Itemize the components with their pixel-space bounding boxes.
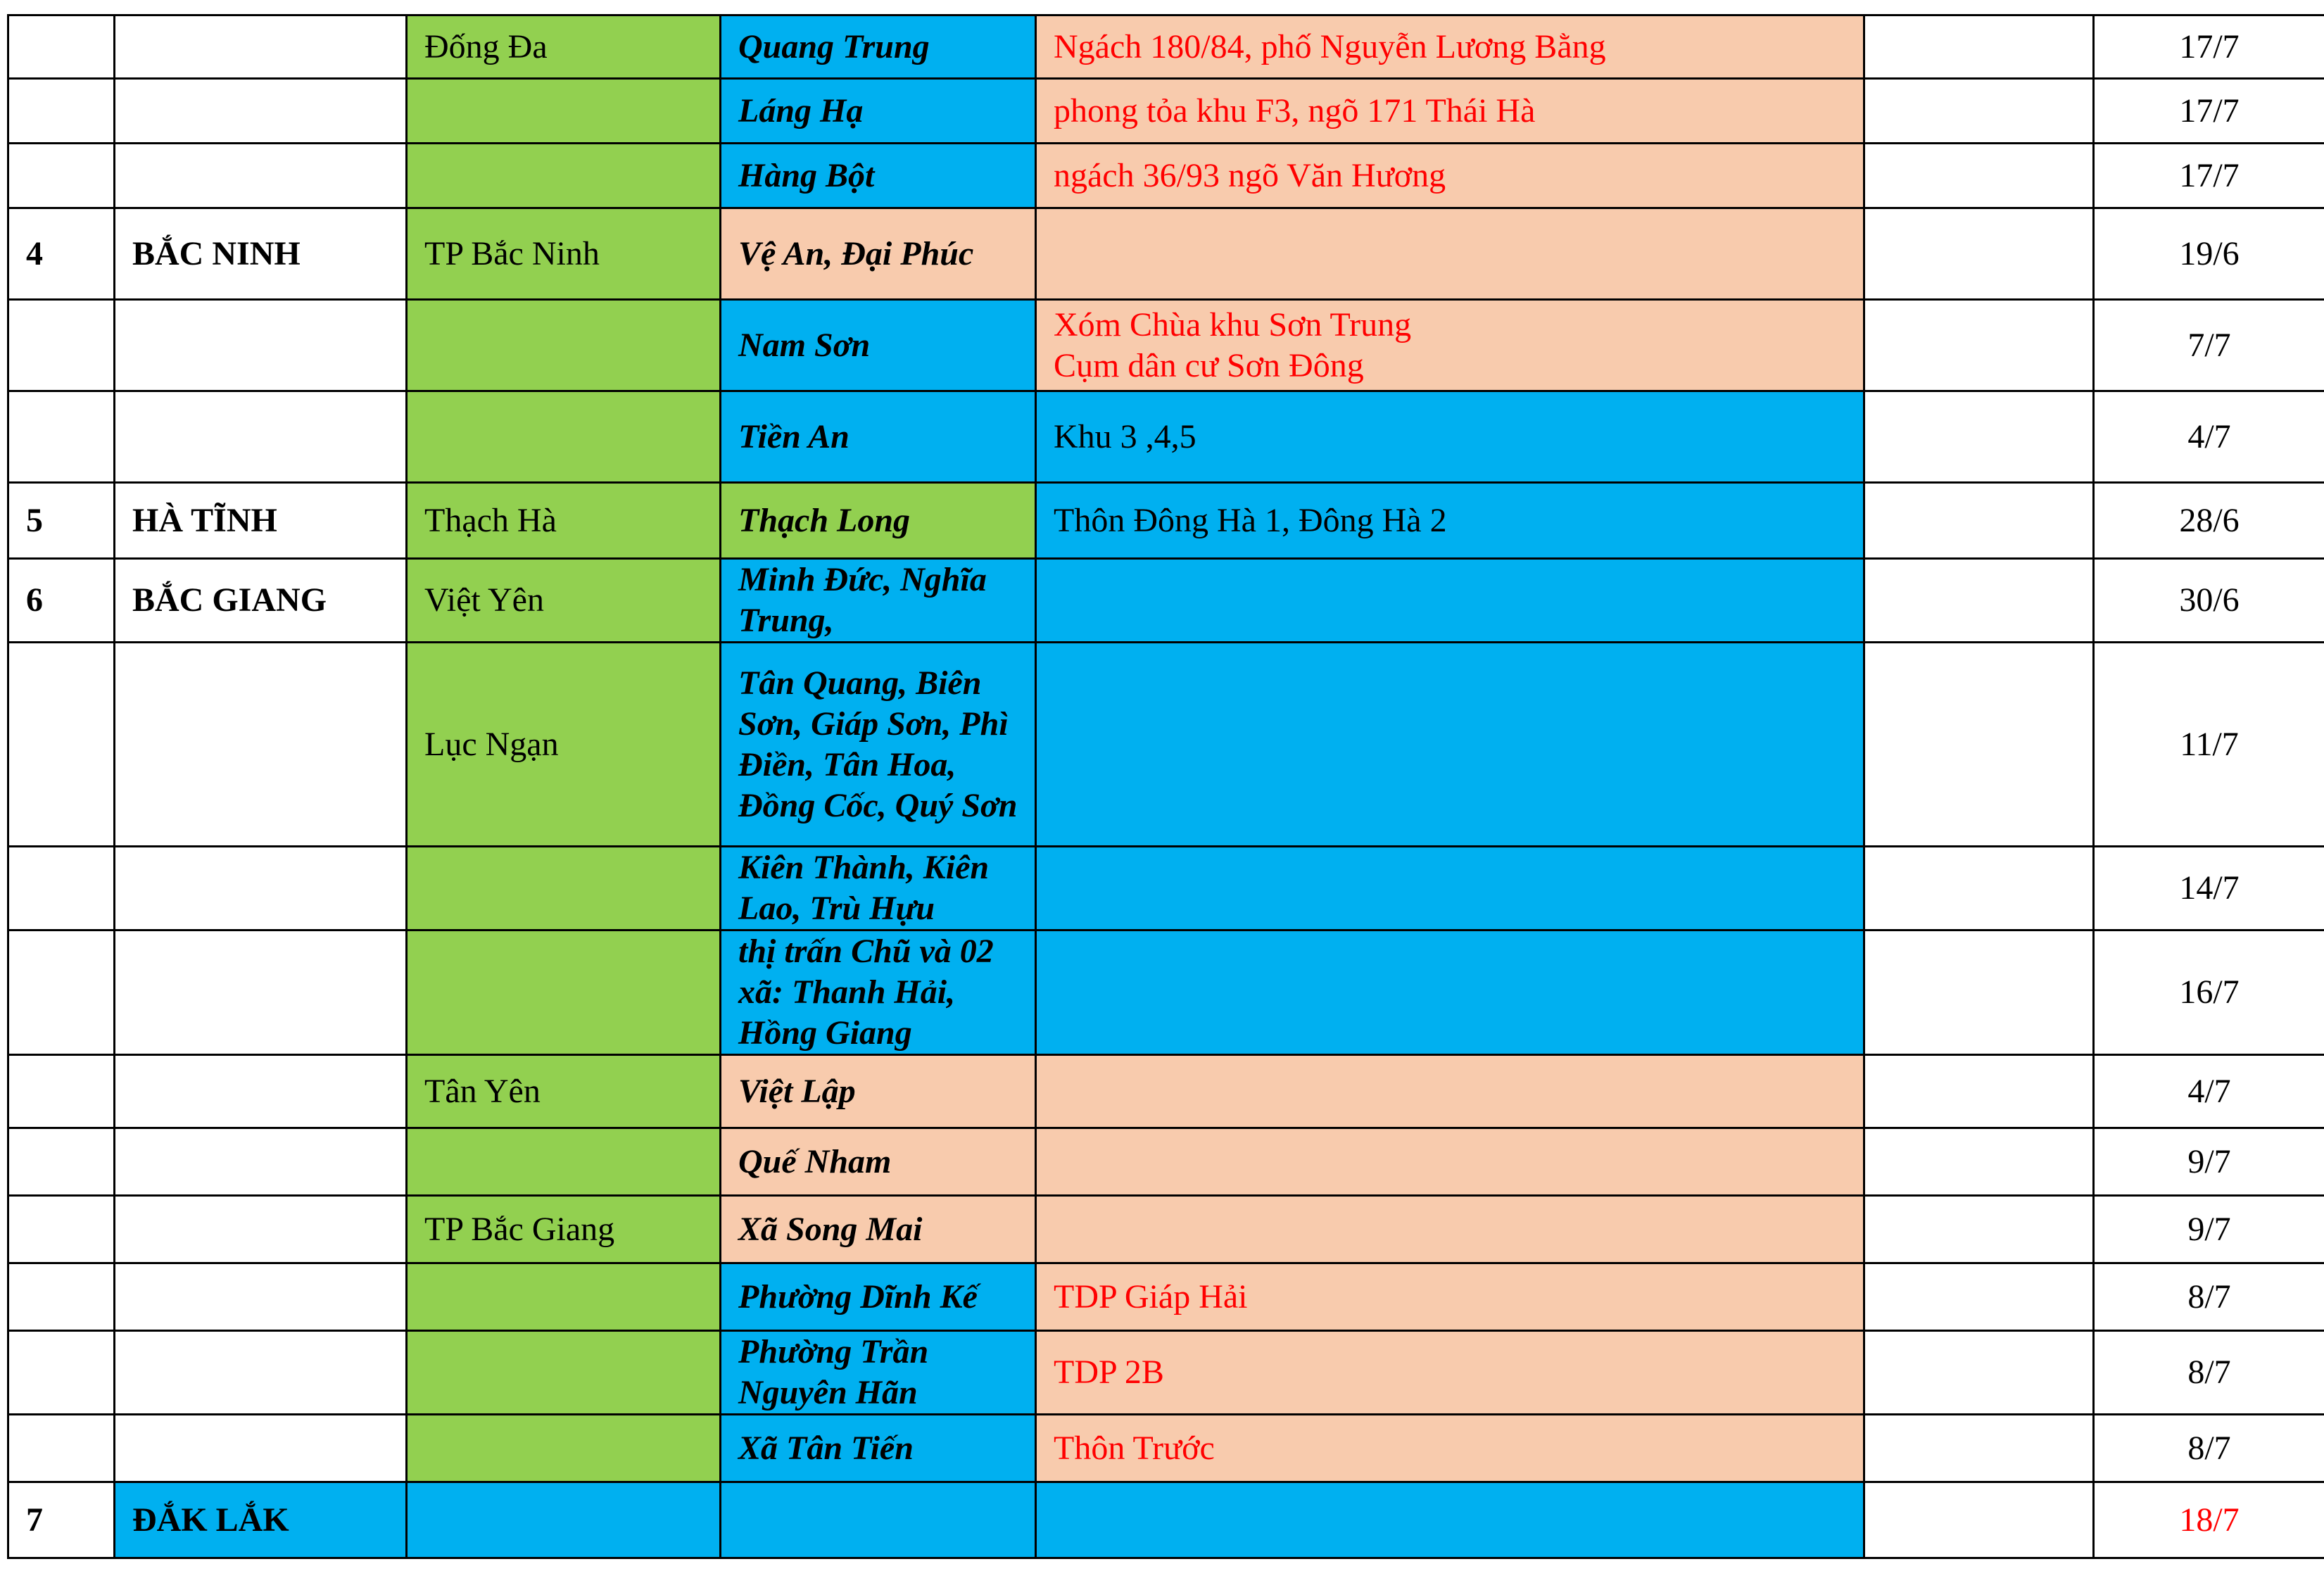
table-row [8, 391, 2324, 483]
row-number-cell [8, 1415, 115, 1482]
table-row [8, 1263, 2324, 1331]
empty-cell [1864, 930, 2094, 1055]
district-cell: TP Bắc Giang [407, 1196, 721, 1263]
empty-cell [1864, 1196, 2094, 1263]
ward-cell: Nam Sơn [721, 300, 1036, 391]
district-cell: Tân Yên [407, 1055, 721, 1128]
detail-cell [1036, 1415, 1864, 1482]
empty-cell [1864, 1482, 2094, 1558]
table-body [8, 15, 2324, 1558]
province-cell: BẮC GIANG [115, 559, 407, 643]
province-cell [115, 300, 407, 391]
date-cell: 4/7 [2094, 1055, 2324, 1128]
province-cell [115, 847, 407, 930]
empty-cell [1864, 1055, 2094, 1128]
date-cell: 8/7 [2094, 1415, 2324, 1482]
row-number-cell [8, 1263, 115, 1331]
ward-cell: Quang Trung [721, 15, 1036, 79]
province-cell: ĐẮK LẮK [115, 1482, 407, 1558]
detail-cell [1036, 15, 1864, 79]
detail-line: Khu 3 ,4,5 [1054, 417, 1196, 455]
row-number-cell: 4 [8, 208, 115, 300]
ward-cell [721, 1482, 1036, 1558]
empty-cell [1864, 1128, 2094, 1196]
province-cell [115, 643, 407, 847]
province-cell [115, 1055, 407, 1128]
detail-cell [1036, 847, 1864, 930]
row-number-cell: 5 [8, 483, 115, 559]
row-number-cell: 7 [8, 1482, 115, 1558]
province-cell: HÀ TĨNH [115, 483, 407, 559]
ward-cell: Xã Tân Tiến [721, 1415, 1036, 1482]
detail-cell [1036, 1263, 1864, 1331]
district-cell [407, 1331, 721, 1415]
district-cell [407, 1415, 721, 1482]
province-cell [115, 930, 407, 1055]
date-cell: 14/7 [2094, 847, 2324, 930]
detail-cell [1036, 559, 1864, 643]
detail-cell [1036, 391, 1864, 483]
ward-cell: Hàng Bột [721, 144, 1036, 208]
detail-cell [1036, 1331, 1864, 1415]
date-cell: 17/7 [2094, 144, 2324, 208]
province-cell [115, 1128, 407, 1196]
detail-cell [1036, 1128, 1864, 1196]
ward-cell: Vệ An, Đại Phúc [721, 208, 1036, 300]
row-number-cell [8, 1055, 115, 1128]
empty-cell [1864, 1415, 2094, 1482]
district-cell: Việt Yên [407, 559, 721, 643]
date-cell: 19/6 [2094, 208, 2324, 300]
district-cell: Đống Đa [407, 15, 721, 79]
ward-cell: Tân Quang, Biên Sơn, Giáp Sơn, Phì Điền, Tân Hoa, Đồng Cốc, Quý Sơn [721, 643, 1036, 847]
detail-cell [1036, 930, 1864, 1055]
row-number-cell [8, 15, 115, 79]
date-cell: 4/7 [2094, 391, 2324, 483]
table-row [8, 847, 2324, 930]
detail-line: TDP 2B [1054, 1354, 1164, 1391]
district-cell: TP Bắc Ninh [407, 208, 721, 300]
province-cell [115, 79, 407, 144]
date-cell: 8/7 [2094, 1331, 2324, 1415]
table-row [8, 643, 2324, 847]
date-cell: 28/6 [2094, 483, 2324, 559]
table-row [8, 15, 2324, 79]
row-number-cell [8, 1196, 115, 1263]
ward-cell: thị trấn Chũ và 02 xã: Thanh Hải, Hồng Giang [721, 930, 1036, 1055]
detail-line: Thôn Trước [1054, 1429, 1215, 1467]
date-cell: 8/7 [2094, 1263, 2324, 1331]
date-cell: 17/7 [2094, 15, 2324, 79]
detail-line: phong tỏa khu F3, ngõ 171 Thái Hà [1054, 92, 1536, 130]
row-number-cell [8, 300, 115, 391]
table-row [8, 208, 2324, 300]
detail-cell [1036, 643, 1864, 847]
detail-cell [1036, 1055, 1864, 1128]
date-cell: 16/7 [2094, 930, 2324, 1055]
province-cell [115, 15, 407, 79]
row-number-cell [8, 391, 115, 483]
detail-line: TDP Giáp Hải [1054, 1277, 1248, 1316]
detail-line: Ngách 180/84, phố Nguyễn Lương Bằng [1054, 27, 1606, 65]
table-row [8, 144, 2324, 208]
date-cell: 30/6 [2094, 559, 2324, 643]
row-number-cell [8, 1128, 115, 1196]
detail-cell [1036, 483, 1864, 559]
table-row [8, 559, 2324, 643]
district-cell [407, 391, 721, 483]
detail-cell [1036, 144, 1864, 208]
row-number-cell [8, 643, 115, 847]
district-cell: Thạch Hà [407, 483, 721, 559]
detail-line: Xóm Chùa khu Sơn Trung [1054, 305, 1412, 343]
province-cell [115, 391, 407, 483]
empty-cell [1864, 1263, 2094, 1331]
ward-cell: Phường Dĩnh Kế [721, 1263, 1036, 1331]
district-cell [407, 144, 721, 208]
detail-cell [1036, 208, 1864, 300]
empty-cell [1864, 300, 2094, 391]
district-cell [407, 1128, 721, 1196]
table-row [8, 930, 2324, 1055]
district-cell: Lục Ngạn [407, 643, 721, 847]
detail-line: Thôn Đông Hà 1, Đông Hà 2 [1054, 501, 1447, 539]
date-cell: 9/7 [2094, 1128, 2324, 1196]
table-row [8, 1055, 2324, 1128]
empty-cell [1864, 559, 2094, 643]
detail-cell [1036, 300, 1864, 391]
date-cell: 9/7 [2094, 1196, 2324, 1263]
district-cell [407, 930, 721, 1055]
table-row [8, 1128, 2324, 1196]
row-number-cell: 6 [8, 559, 115, 643]
empty-cell [1864, 483, 2094, 559]
province-cell [115, 1263, 407, 1331]
province-cell [115, 1415, 407, 1482]
date-cell: 11/7 [2094, 643, 2324, 847]
empty-cell [1864, 79, 2094, 144]
row-number-cell [8, 847, 115, 930]
ward-cell: Quế Nham [721, 1128, 1036, 1196]
ward-cell: Xã Song Mai [721, 1196, 1036, 1263]
district-cell [407, 1482, 721, 1558]
empty-cell [1864, 144, 2094, 208]
empty-cell [1864, 391, 2094, 483]
empty-cell [1864, 1331, 2094, 1415]
row-number-cell [8, 79, 115, 144]
province-cell [115, 1196, 407, 1263]
table-row [8, 483, 2324, 559]
outbreak-table [7, 14, 2324, 1559]
ward-cell: Phường Trần Nguyên Hãn [721, 1331, 1036, 1415]
empty-cell [1864, 847, 2094, 930]
empty-cell [1864, 208, 2094, 300]
detail-cell [1036, 1482, 1864, 1558]
district-cell [407, 847, 721, 930]
table-row [8, 79, 2324, 144]
ward-cell: Minh Đức, Nghĩa Trung, [721, 559, 1036, 643]
empty-cell [1864, 643, 2094, 847]
table-row [8, 1331, 2324, 1415]
province-cell [115, 1331, 407, 1415]
date-cell: 17/7 [2094, 79, 2324, 144]
table-row [8, 1196, 2324, 1263]
ward-cell: Thạch Long [721, 483, 1036, 559]
ward-cell: Láng Hạ [721, 79, 1036, 144]
row-number-cell [8, 144, 115, 208]
date-cell: 18/7 [2094, 1482, 2324, 1558]
ward-cell: Việt Lập [721, 1055, 1036, 1128]
district-cell [407, 300, 721, 391]
province-cell: BẮC NINH [115, 208, 407, 300]
empty-cell [1864, 15, 2094, 79]
detail-cell [1036, 79, 1864, 144]
detail-cell [1036, 1196, 1864, 1263]
detail-line: Cụm dân cư Sơn Đông [1054, 346, 1364, 384]
ward-cell: Kiên Thành, Kiên Lao, Trù Hựu [721, 847, 1036, 930]
detail-line: ngách 36/93 ngõ Văn Hương [1054, 156, 1446, 194]
row-number-cell [8, 930, 115, 1055]
date-cell: 7/7 [2094, 300, 2324, 391]
district-cell [407, 1263, 721, 1331]
ward-cell: Tiền An [721, 391, 1036, 483]
table-row [8, 1415, 2324, 1482]
table-row [8, 300, 2324, 391]
province-cell [115, 144, 407, 208]
district-cell [407, 79, 721, 144]
table-row [8, 1482, 2324, 1558]
row-number-cell [8, 1331, 115, 1415]
